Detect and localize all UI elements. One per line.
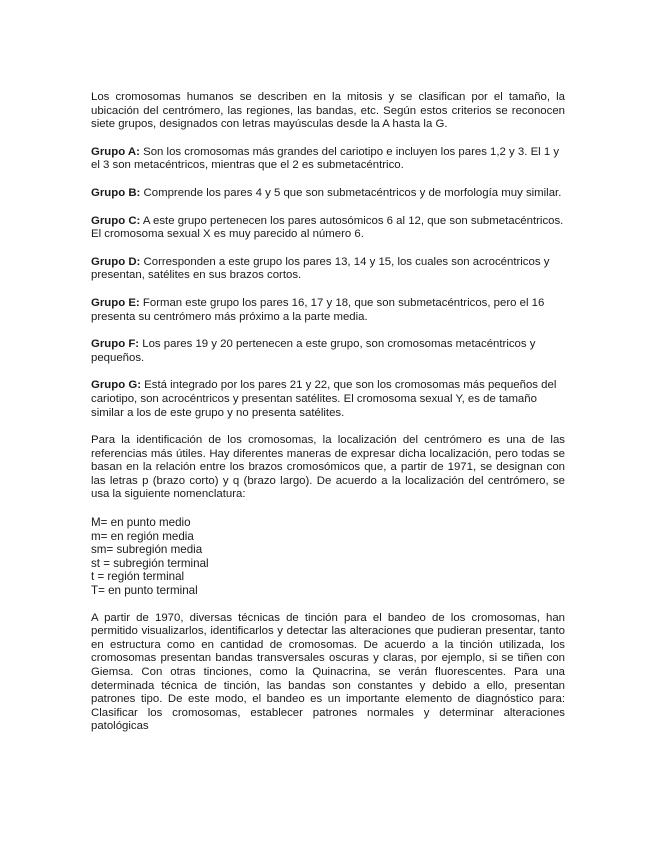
intro-paragraph: Los cromosomas humanos se describen en la mitosis y se clasifican por el tamaño, la ubicación del centrómero, las regiones, las bandas, etc. Según estos criterios se reconocen siete grupos, designados con letras mayúsculas desde la A hasta la G. <box>91 91 565 131</box>
group-c-label: Grupo C: <box>91 214 141 227</box>
centromere-paragraph: Para la identificación de los cromosomas, la localización del centrómero es una de las referencias más útiles. Hay diferentes maneras de expresar dicha localización, pero todas se basan en la relación entre los brazos cromosómicos que, a partir de 1971, se designan con las letras p (brazo corto) y q (brazo largo). De acuerdo a la localización del centrómero, se usa la siguiente nomenclatura: <box>91 434 565 501</box>
group-f-label: Grupo F: <box>91 338 140 351</box>
group-g-paragraph <box>91 379 565 420</box>
group-a-label: Grupo A: <box>91 145 140 158</box>
document-body <box>91 91 565 748</box>
group-c-paragraph <box>91 215 565 242</box>
group-b-label: Grupo B: <box>91 186 141 199</box>
group-e-paragraph <box>91 297 565 324</box>
group-e-label: Grupo E: <box>91 296 140 309</box>
nomenclature-item: m= en región media <box>91 529 194 543</box>
group-d-text: Corresponden a este grupo los pares 13, 14 y 15, los cuales son acrocéntricos y presentan, satélites en sus brazos cortos. <box>91 255 550 282</box>
group-a-text: Son los cromosomas más grandes del cariotipo e incluyen los pares 1,2 y 3. El 1 y el 3 son metacéntricos, mientras que el 2 es submetacéntrico. <box>91 145 560 172</box>
nomenclature-item: sm= subregión media <box>91 543 203 557</box>
group-g-label: Grupo G: <box>91 379 141 392</box>
group-e-text: Forman este grupo los pares 16, 17 y 18, que son submetacéntricos, pero el 16 presenta su centrómero más próximo a la parte media. <box>91 296 545 323</box>
group-b-paragraph <box>91 187 565 201</box>
nomenclature-item: T= en punto terminal <box>91 584 198 598</box>
nomenclature-item: t = región terminal <box>91 570 185 584</box>
nomenclature-list <box>91 516 565 598</box>
group-b-text: Comprende los pares 4 y 5 que son submetacéntricos y de morfología muy similar. <box>140 186 562 199</box>
group-d-label: Grupo D: <box>91 255 141 268</box>
group-g-text: Está integrado por los pares 21 y 22, que son los cromosomas más pequeños del cariotipo, son acrocéntricos y presentan satélites. El cromosoma sexual Y, es de tamaño similar a los de este grupo y no presenta satélites. <box>91 379 557 419</box>
nomenclature-item: st = subregión terminal <box>91 556 209 570</box>
group-f-text: Los pares 19 y 20 pertenecen a este grupo, son cromosomas metacéntricos y pequeños. <box>91 338 536 364</box>
group-a-paragraph <box>91 146 565 173</box>
group-d-paragraph <box>91 256 565 283</box>
group-c-text: A este grupo pertenecen los pares autosómicos 6 al 12, que son submetacéntricos. El cromosoma sexual X es muy parecido al número 6. <box>91 214 564 241</box>
banding-paragraph: A partir de 1970, diversas técnicas de tinción para el bandeo de los cromosomas, han permitido visualizarlos, identificarlos y detectar las alteraciones que pudieran presentar, tanto en estructura como en cantidad de cromosomas. De acuerdo a la tinción utilizada, los cromosomas presentan bandas transversales oscuras y claras, por ejemplo, si se tiñen con Giemsa. Con otras tinciones, como la Quinacrina, se verán fluorescentes. Para una determinada técnica de tinción, las bandas son constantes y debido a ello, presentan patrones tipo. De este modo, el bandeo es un importante elemento de diagnóstico para: Clasificar los cromosomas, establecer patrones normales y determinar alteraciones patológicas <box>91 611 565 733</box>
nomenclature-item: M= en punto medio <box>91 516 191 530</box>
group-f-paragraph <box>91 338 565 365</box>
